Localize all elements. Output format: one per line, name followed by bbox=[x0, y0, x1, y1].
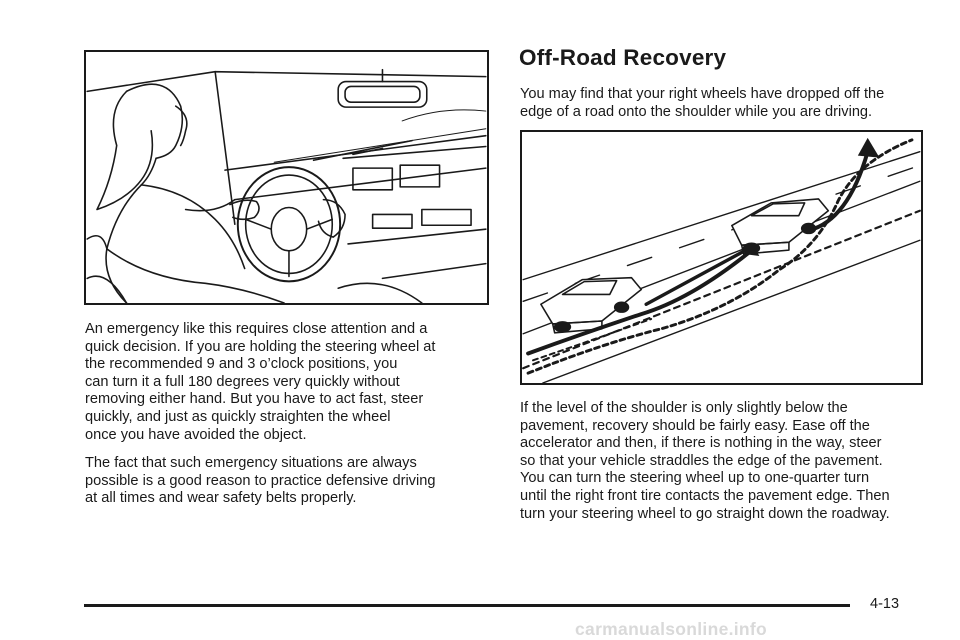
text-line: turn your steering wheel to go straight down the roadway. bbox=[520, 505, 890, 522]
page-number: 4-13 bbox=[870, 596, 900, 612]
text-line: can turn it a full 180 degrees very quickly without bbox=[85, 373, 400, 390]
text-line: at all times and wear safety belts properly. bbox=[85, 490, 357, 507]
left-paragraph-defensive-driving bbox=[85, 455, 435, 508]
section-heading: Off-Road Recovery bbox=[519, 45, 727, 70]
text-line: removing either hand. But you have to act fast, steer bbox=[85, 391, 424, 408]
text-line: quick decision. If you are holding the steering wheel at bbox=[85, 338, 436, 355]
text-line: The fact that such emergency situations are always bbox=[85, 455, 417, 471]
off-road-recovery-illustration bbox=[520, 130, 923, 385]
text-line: You can turn the steering wheel up to one-quarter turn bbox=[520, 470, 870, 487]
text-line: once you have avoided the object. bbox=[85, 426, 307, 443]
text-line: edge of a road onto the shoulder while you are driving. bbox=[520, 103, 873, 120]
footer-rule bbox=[84, 604, 850, 607]
text-line: pavement, recovery should be fairly easy. Ease off the bbox=[520, 417, 870, 434]
driver-steering-drawing bbox=[86, 52, 487, 303]
text-line: possible is a good reason to practice defensive driving bbox=[85, 472, 436, 489]
text-line: An emergency like this requires close attention and a bbox=[85, 321, 428, 337]
text-line: until the right front tire contacts the pavement edge. Then bbox=[520, 487, 890, 504]
driver-steering-illustration bbox=[84, 50, 489, 305]
text-line: accelerator and then, if there is nothing in the way, steer bbox=[520, 435, 882, 452]
text-line: quickly, and just as quickly straighten the wheel bbox=[85, 408, 391, 425]
right-intro-paragraph bbox=[520, 86, 884, 121]
watermark: carmanualsonline.info bbox=[575, 619, 768, 639]
text-line: the recommended 9 and 3 o’clock positions, you bbox=[85, 356, 398, 373]
text-line: You may find that your right wheels have dropped off the bbox=[520, 86, 885, 102]
text-line: If the level of the shoulder is only slightly below the bbox=[520, 400, 848, 416]
text-line: so that your vehicle straddles the edge of the pavement. bbox=[520, 452, 883, 469]
off-road-recovery-drawing bbox=[522, 132, 921, 383]
right-paragraph-recovery bbox=[520, 400, 890, 523]
left-paragraph-emergency bbox=[85, 321, 435, 444]
